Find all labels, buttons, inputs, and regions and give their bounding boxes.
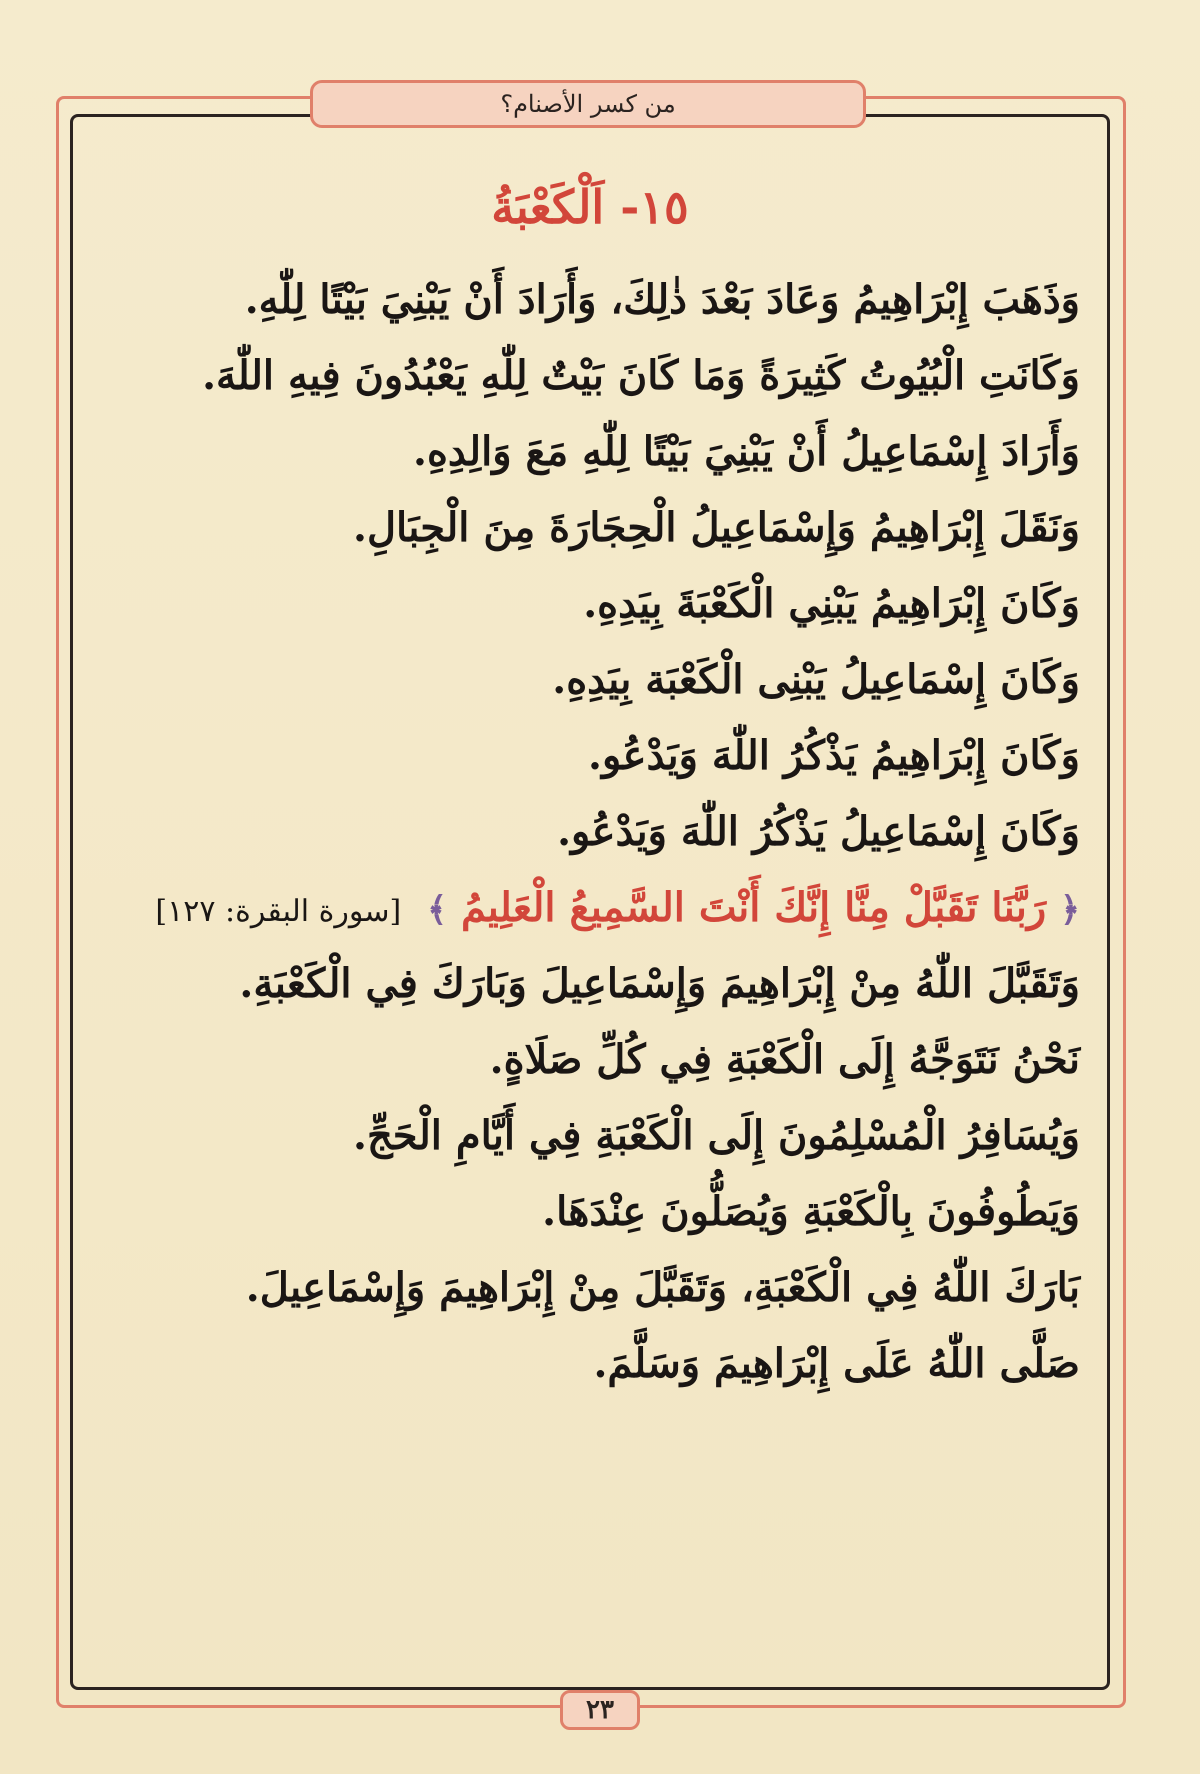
running-header [310,80,866,128]
paragraph: وَأَرَادَ إِسْمَاعِيلُ أَنْ يَبْنِيَ بَيْتًا لِلّٰهِ مَعَ وَالِدِهِ. [413,428,1080,475]
chapter-title: ١٥- اَلْكَعْبَةُ [491,180,689,234]
verse-open-bracket: ﴿ [1060,890,1080,930]
page-number: ٢٣ [586,1695,614,1725]
paragraph: وَيُسَافِرُ الْمُسْلِمُونَ إِلَى الْكَعْبَةِ فِي أَيَّامِ الْحَجِّ. [353,1112,1080,1159]
paragraph: نَحْنُ نَتَوَجَّهُ إِلَى الْكَعْبَةِ فِي كُلِّ صَلَاةٍ. [489,1036,1080,1083]
paragraph: وَكَانَ إِسْمَاعِيلُ يَبْنِى الْكَعْبَة بِيَدِهِ. [552,656,1080,703]
running-title: من كسر الأصنام؟ [500,90,676,118]
paragraph: وَكَانَ إِبْرَاهِيمُ يَذْكُرُ اللّٰهَ وَيَدْعُو. [588,732,1080,779]
paragraph: وَيَطُوفُونَ بِالْكَعْبَةِ وَيُصَلُّونَ عِنْدَهَا. [542,1188,1080,1235]
paragraph: وَكَانَ إِسْمَاعِيلُ يَذْكُرُ اللّٰهَ وَيَدْعُو. [557,808,1080,855]
verse-close-bracket: ﴾ [427,890,448,930]
paragraph: وَكَانَ إِبْرَاهِيمُ يَبْنِي الْكَعْبَةَ بِيَدِهِ. [583,580,1080,627]
chapter-body [130,262,1080,1402]
paragraph: وَنَقَلَ إِبْرَاهِيمُ وَإِسْمَاعِيلُ الْحِجَارَةَ مِنَ الْجِبَالِ. [353,504,1080,551]
paragraph: وَتَقَبَّلَ اللّٰهُ مِنْ إِبْرَاهِيمَ وَإِسْمَاعِيلَ وَبَارَكَ فِي الْكَعْبَةِ. [239,960,1080,1007]
page-number-box [560,1690,640,1730]
quran-verse-text: رَبَّنَا تَقَبَّلْ مِنَّا إِنَّكَ أَنْتَ السَّمِيعُ الْعَلِيمُ [460,884,1047,931]
verse-reference: [سورة البقرة: ١٢٧] [155,894,402,929]
paragraph: صَلَّى اللّٰهُ عَلَى إِبْرَاهِيمَ وَسَلَّمَ. [593,1340,1080,1387]
quran-verse-line [130,870,1080,946]
paragraph: وَذَهَبَ إِبْرَاهِيمُ وَعَادَ بَعْدَ ذٰلِكَ، وَأَرَادَ أَنْ يَبْنِيَ بَيْتًا لِلّٰهِ. وَكَانَتِ الْبُيُوتُ كَثِيرَةً وَمَا كَانَ بَيْتٌ لِلّٰهِ يَعْبُدُونَ فِيهِ اللّٰهَ. [202,276,1080,399]
paragraph: بَارَكَ اللّٰهُ فِي الْكَعْبَةِ، وَتَقَبَّلَ مِنْ إِبْرَاهِيمَ وَإِسْمَاعِيلَ. [245,1264,1080,1311]
